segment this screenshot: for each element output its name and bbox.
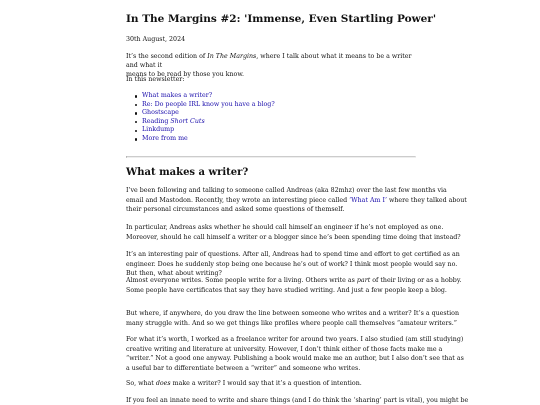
paragraph-line: But then, what about writing? (126, 270, 222, 277)
intro-text-after: , where I talk about what it means to be a writer and what it (126, 53, 412, 69)
post-title: In The Margins #2: 'Immense, Even Startling Power' (126, 13, 437, 25)
paragraph-line: But where, if anywhere, do you draw the line between someone who writes and a writer? It’s a question (126, 310, 460, 317)
intro-newsletter-name: In The Margins (207, 53, 257, 60)
paragraph-text: make a writer? I would say that it’s a question of intention. (170, 380, 362, 387)
paragraph-line (126, 276, 462, 286)
paragraph-line (126, 379, 416, 389)
toc-link-re-do-people-irl[interactable]: Re: Do people IRL know you have a blog? (142, 100, 275, 108)
paragraph-line: creative writing and literature at university. However, I don’t think either of those facts make me a (126, 345, 443, 353)
toc-link-more-from-me[interactable]: More from me (142, 134, 188, 142)
paragraph-text: email and Mastodon. Recently, they wrote an interesting piece called (126, 196, 350, 204)
paragraph-emphasis: does (155, 380, 171, 387)
paragraph-text: of their living or as a hobby. (370, 277, 462, 284)
bullet-icon (135, 138, 137, 140)
paragraph-line: I’ve been following and talking to someone called Andreas (aka 82mhz) over the last few months via (126, 187, 447, 194)
paragraph-text: So, what (126, 380, 156, 387)
paragraph-line: For what it’s worth, I worked as a freelance writer for around two years. I also studied (am still studying) (126, 336, 464, 343)
paragraph-line: many struggle with. And so we get things like profiles where people call themselves “amateur writers.” (126, 319, 457, 327)
paragraph-text: Almost everyone writes. Some people write for a living. Others write as (126, 277, 357, 284)
bullet-icon (135, 95, 137, 97)
paragraph-line: engineer. Does he suddenly stop being one because he’s out of work? I think most people would say no. (126, 260, 458, 268)
paragraph-line: Some people have certificates that say they have studied writing. And just a few people keep a blog. (126, 286, 447, 294)
paragraph-line: “writer.” Not a good one anyway. Publishing a book would make me an author, but I also don’t see that as (126, 355, 464, 362)
toc-item-reading-short-cuts (126, 118, 275, 127)
section-divider (126, 156, 416, 158)
paragraph-6 (126, 335, 464, 373)
paragraph-3 (126, 250, 460, 279)
intro-text-before: It’s the second edition of (126, 53, 208, 60)
paragraph-line (126, 196, 467, 206)
toc-link-short-cuts-title: Short Cuts (170, 117, 205, 125)
toc-item-more-from-me (126, 135, 275, 144)
bullet-icon (135, 112, 137, 114)
intro-text-line2: means to be read by those you know. (126, 71, 244, 78)
bullet-icon (135, 121, 137, 123)
bullet-icon (135, 130, 137, 132)
what-am-i-link[interactable]: ‘What Am I’ (349, 196, 387, 204)
paragraph-8 (126, 396, 469, 405)
newsletter-contents-label: In this newsletter: (126, 76, 185, 83)
paragraph-2 (126, 223, 461, 242)
paragraph-line: In particular, Andreas asks whether he should call himself an engineer if he’s not employed as one. (126, 224, 444, 231)
toc-link-reading-short-cuts[interactable] (142, 118, 205, 125)
toc-link-what-makes-a-writer[interactable]: What makes a writer? (142, 92, 213, 99)
toc-item-linkdump (126, 126, 275, 135)
toc-item-re-do-people-irl (126, 101, 275, 110)
toc-item-ghostscape (126, 109, 275, 118)
toc-item-what-makes-a-writer (126, 92, 275, 101)
paragraph-7 (126, 379, 416, 389)
paragraph-line: Moreover, should he call himself a writer or a blogger since he’s been spending time doing that instead? (126, 233, 461, 241)
table-of-contents (126, 92, 275, 144)
paragraph-1 (126, 186, 467, 215)
paragraph-4 (126, 276, 462, 295)
paragraph-line: a useful bar to differentiate between a “writer” and someone who writes. (126, 364, 361, 372)
section-heading-what-makes-a-writer: What makes a writer? (126, 167, 249, 178)
paragraph-text: where they talked about (386, 196, 467, 204)
post-date: 30th August, 2024 (126, 36, 186, 43)
paragraph-5 (126, 309, 460, 328)
paragraph-line: their personal circumstances and asked some questions of themself. (126, 206, 345, 213)
bullet-icon (135, 104, 137, 106)
paragraph-emphasis: part (356, 277, 371, 284)
paragraph-line: It’s an interesting pair of questions. After all, Andreas had to spend time and effort to get certified as an (126, 251, 460, 258)
toc-link-ghostscape[interactable]: Ghostscape (142, 109, 179, 117)
toc-link-reading-label: Reading (142, 117, 171, 125)
toc-link-linkdump[interactable]: Linkdump (142, 126, 175, 134)
paragraph-line: If you feel an innate need to write and share things (and I do think the ‘sharing’ part is vital), you might be (126, 397, 469, 404)
intro-paragraph (126, 52, 416, 79)
